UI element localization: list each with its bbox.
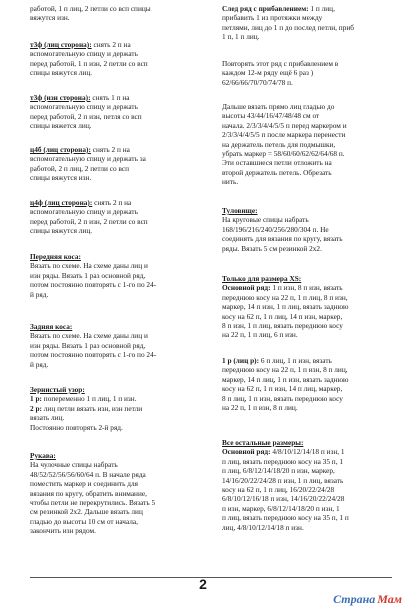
text-line: соединять для вязания по кругу, вязать xyxy=(222,234,343,244)
text-line: На круговые спицы набрать xyxy=(222,215,309,225)
paragraph-first-line xyxy=(30,252,202,261)
text-line: спицы вяжутся лиц. xyxy=(30,226,93,236)
text-line: 168/196/216/240/256/280/304 п. Не xyxy=(222,224,329,234)
text-line: каждом 12-м ряду ещё 6 раз ) xyxy=(222,68,314,78)
text-line: изн ряды. Вязать 1 раз основной ряд, xyxy=(30,340,146,350)
text-line: второй держатель петель. Обрезать xyxy=(222,167,332,177)
text-line: работой, 2 п лиц, 2 петли со всп xyxy=(30,163,129,173)
text-line: вязания по кругу, обратить внимание, xyxy=(30,488,147,498)
text-line: спицы вяжутся изн. xyxy=(30,173,92,183)
text-line: на держатель петель для подмышки, xyxy=(222,139,336,149)
footer-divider xyxy=(30,577,392,578)
paragraph-first-line xyxy=(30,451,202,460)
paragraph xyxy=(222,356,392,412)
text-line: см резинкой 2х2. Дальше вязать лиц xyxy=(30,507,143,517)
paragraph xyxy=(30,198,202,236)
text-line: На чулочные спицы набрать xyxy=(30,460,118,470)
text-line: высоты 43/44/16/47/48/48 см от xyxy=(222,111,320,121)
paragraph-first-line xyxy=(222,356,392,365)
page-number: 2 xyxy=(199,576,207,592)
text-line: ряды. Вязать 5 см резинкой 2х2. xyxy=(222,243,322,253)
paragraph xyxy=(222,438,392,532)
paragraph xyxy=(30,322,202,369)
section-title: Задняя коса: xyxy=(30,322,73,331)
paragraph xyxy=(30,145,202,183)
row-label: След ряд с прибавлением: xyxy=(222,4,309,13)
section-title: Передняя коса: xyxy=(30,252,81,261)
text-line: перед работой, 2 п изн, 2 петли со всп xyxy=(30,216,148,226)
paragraph-first-line xyxy=(222,283,392,292)
text-line: перед работой, 2 п изн, петля со всп xyxy=(30,111,142,121)
paragraph-first-line xyxy=(30,198,202,207)
paragraph xyxy=(222,274,392,340)
text-run: снять 2 п на xyxy=(92,198,132,207)
section-title: Все остальные размеры: xyxy=(222,438,304,447)
text-line: 62/66/66/70/70/74/78 п. xyxy=(222,77,293,87)
paragraph xyxy=(222,206,392,253)
text-line: петлями, лиц до 1 п до послед петли, приб xyxy=(222,22,354,32)
text-line: п лиц, вязать переднюю косу на 35 п, 1 xyxy=(222,456,343,466)
text-run: 4/8/10/12/14/18 п изн, 1 xyxy=(270,447,345,457)
text-line: 6/8/10/12/16/18 п изн, 14/16/20/22/24/28 xyxy=(222,494,345,504)
row-label: Основной ряд: xyxy=(222,283,271,293)
text-line: начала. 2/3/3/4/4/5/5 п перед маркером и xyxy=(222,120,347,130)
paragraph xyxy=(222,4,392,42)
text-run: лиц петли вязать изн, изн петли xyxy=(41,403,143,413)
text-line: 2/3/3/4/4/5/5 п после маркера перенести xyxy=(222,130,346,140)
section-title: т3ф (лиц сторона): xyxy=(30,40,92,49)
paragraph xyxy=(30,40,202,78)
text-line: й ряд. xyxy=(30,359,49,369)
paragraph xyxy=(222,59,392,87)
text-line: п изн, маркер, 6/8/12/14/18/20 п изн, 1 xyxy=(222,503,340,513)
text-line: Дальше вязать прямо лиц гладью до xyxy=(222,102,335,111)
watermark-part1: Страна xyxy=(333,591,376,606)
paragraph-first-line xyxy=(30,145,202,154)
text-run: снять 2 п на xyxy=(91,40,131,49)
paragraph xyxy=(30,4,202,23)
row-label: 1 р: xyxy=(30,394,42,404)
text-run: снять 1 п на xyxy=(90,93,130,102)
text-line: нить. xyxy=(222,177,239,187)
site-watermark xyxy=(333,591,402,606)
text-line: потом постоянно повторять с 1-го по 24- xyxy=(30,350,157,360)
section-title: т3ф (изн сторона): xyxy=(30,93,91,102)
text-line: п лиц, 6/8/12/14/18/20 п изн, маркер, xyxy=(222,466,335,476)
section-title: ц4б (лиц сторона): xyxy=(30,145,91,154)
text-line: й ряд. xyxy=(30,289,49,299)
text-line: спицы вяжется лиц. xyxy=(30,121,92,131)
text-line: переднюю косу на 22 п, 1 п лиц, 8 п изн, xyxy=(222,292,348,302)
text-line: переднюю косу на 22 п, 1 п изн, 8 п лиц, xyxy=(222,365,348,375)
row-label: 1 р (лиц р): xyxy=(222,356,260,365)
section-title: Рукава: xyxy=(30,451,56,460)
text-run: вязать лиц. xyxy=(30,413,65,423)
text-line: 8 п лиц, 1 п изн, вязать переднюю косу xyxy=(222,393,343,403)
text-line: поместить маркер и соединить для xyxy=(30,479,138,489)
text-line: работой, 1 п лиц, 2 петли со всп спицы xyxy=(30,4,151,13)
section-title: Туловище: xyxy=(222,206,258,215)
row-label: Основной ряд: xyxy=(222,447,271,457)
text-line: вяжутся изн. xyxy=(30,13,70,23)
text-run: 6 п лиц, 1 п изн, вязать xyxy=(259,356,332,365)
paragraph-first-line xyxy=(30,40,202,49)
text-line: на 22 п, 1 п изн, 8 п лиц. xyxy=(222,403,298,413)
text-line: потом постоянно повторять с 1-го по 24- xyxy=(30,280,157,290)
text-line: вспомогательную спицу и держать xyxy=(30,102,138,112)
text-line: вспомогательную спицу и держать за xyxy=(30,154,146,164)
pattern-row xyxy=(30,423,202,432)
text-run: попеременно 1 п лиц, 1 п изн. xyxy=(41,394,137,404)
text-line: маркер, 14 п изн, 1 п лиц, вязать заднюю xyxy=(222,302,349,312)
text-run: Постоянно повторять 2-й ряд. xyxy=(30,422,123,432)
paragraph xyxy=(222,102,392,187)
paragraph-first-line xyxy=(222,4,392,13)
section-title: ц4ф (лиц сторона): xyxy=(30,198,93,207)
text-line: 14/16/20/22/24/28 п изн, 1 п лиц, вязать xyxy=(222,475,344,485)
text-line: косу на 62 п, 1 п изн, 14 п лиц, маркер, xyxy=(222,384,343,394)
watermark-part2: Мам xyxy=(377,591,402,606)
text-line: на 22 п, 1 п лиц, 6 п изн. xyxy=(222,330,298,340)
text-line: перед работой, 1 п изн, 2 петли со всп xyxy=(30,58,148,68)
paragraph-first-line xyxy=(30,322,202,331)
text-line: закончить изн рядом. xyxy=(30,526,96,536)
paragraph-first-line xyxy=(222,447,392,456)
section-title: Только для размера XS: xyxy=(222,274,302,283)
text-line: 48/52/52/56/56/60/64 п. В начале ряда xyxy=(30,469,146,479)
text-run: 1 п изн, 8 п изн, вязать xyxy=(270,283,343,293)
text-line: Вязать по схеме. На схеме даны лиц и xyxy=(30,261,148,271)
text-line: 8 п изн, 1 п лиц, вязать переднюю косу xyxy=(222,321,343,331)
text-line: 1 п, 1 п лиц. xyxy=(222,32,260,42)
text-line: изн ряды. Вязать 1 раз основной ряд, xyxy=(30,270,146,280)
row-label: 2 р: xyxy=(30,403,42,413)
paragraph xyxy=(30,385,202,432)
text-line: гладью до высоты 10 см от начала, xyxy=(30,516,138,526)
text-line: Вязать по схеме. На схеме даны лиц и xyxy=(30,331,148,341)
text-line: Эти оставшиеся петли отложить на xyxy=(222,158,332,168)
paragraph xyxy=(30,93,202,131)
pattern-row xyxy=(30,413,202,422)
paragraph-first-line xyxy=(222,206,392,215)
paragraph xyxy=(30,252,202,299)
pattern-row xyxy=(30,394,202,403)
text-line: Повторять этот ряд с прибавлением в xyxy=(222,59,339,68)
text-line: убрать маркер = 58/60/60/62/62/64/68 п. xyxy=(222,149,345,159)
text-line: чтобы петли не перекрутились. Вязать 5 xyxy=(30,498,156,508)
text-line: косу на 62 п, 1 п лиц, 14 п изн, маркер, xyxy=(222,311,343,321)
text-run: снять 2 п на xyxy=(90,145,130,154)
text-line: маркер, 14 п лиц, 1 п изн, вязать заднюю xyxy=(222,374,349,384)
text-line: п лиц, вязать переднюю косу на 35 п, 1 п xyxy=(222,513,349,523)
pattern-row xyxy=(30,404,202,413)
text-line: вспомогательную спицу и держать xyxy=(30,207,138,217)
text-line: спицы вяжутся лиц. xyxy=(30,68,93,78)
text-line: прибавить 1 из протяжки между xyxy=(222,13,323,23)
text-run: 1 п лиц, xyxy=(308,4,335,13)
text-line: вспомогательную спицу и держать xyxy=(30,49,138,59)
text-line: косу на 62 п, 1 п лиц, 16/20/22/24/28 xyxy=(222,485,335,495)
section-title: Зернистый узор: xyxy=(30,385,85,394)
paragraph xyxy=(30,451,202,536)
paragraph-first-line xyxy=(30,93,202,102)
text-line: лиц, 4/8/10/12/14/18 п изн. xyxy=(222,522,304,532)
